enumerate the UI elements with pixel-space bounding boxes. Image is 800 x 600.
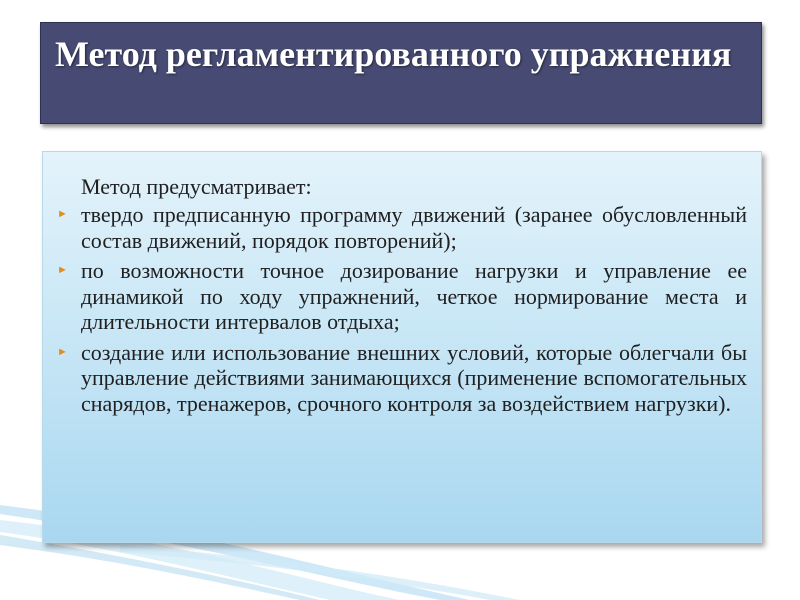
title-banner [40, 22, 762, 124]
list-item [57, 258, 747, 335]
list-item-text: твердо предписанную программу движений (заранее обусловленный состав движений, порядок повторений); [81, 202, 747, 253]
intro-text: Метод предусматривает: [81, 174, 312, 199]
list-item [57, 202, 747, 253]
list-item [57, 340, 747, 417]
list-item-text: по возможности точное дозирование нагрузки и управление ее динамикой по ходу упражнений, четкое нормирование места и длительности интервалов отдыха; [81, 258, 747, 334]
triangle-right-icon: ► [57, 208, 68, 220]
triangle-right-icon: ► [57, 264, 68, 276]
triangle-right-icon: ► [57, 345, 68, 358]
slide-title: Метод регламентированного упражнения [55, 34, 732, 74]
content-panel [42, 151, 762, 543]
bullet-list [57, 202, 747, 416]
list-item-text: создание или использование внешних условий, которые облегчали бы управление действиями занимающихся (применение вспомогательных снарядов, тренажеров, срочного контроля за воздействием нагрузки). [81, 339, 747, 416]
